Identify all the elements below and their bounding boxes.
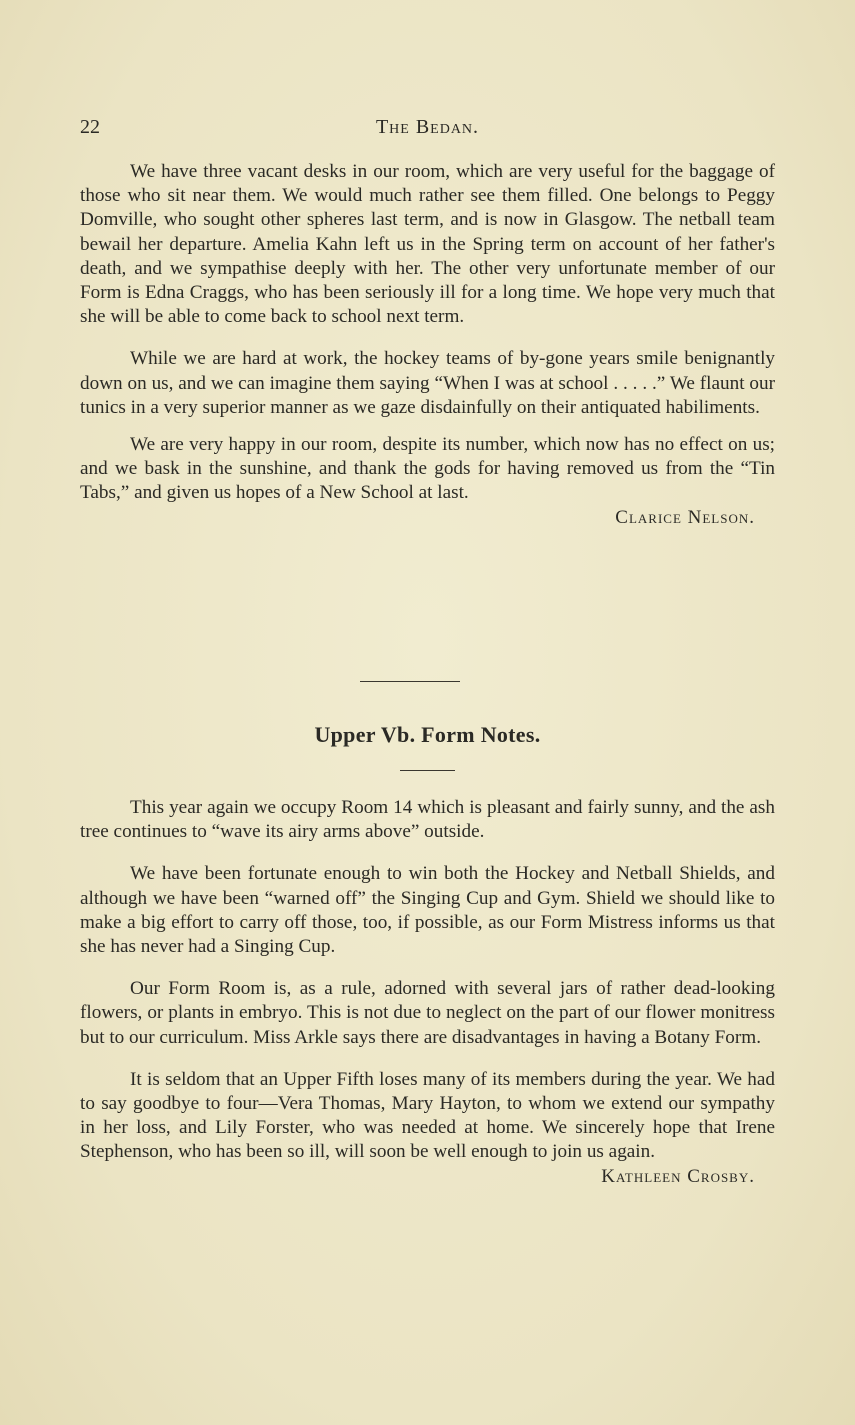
section-1-body [80, 160, 775, 530]
paragraph: We have been fortunate enough to win both the Hockey and Netball Shields, and although we have been “warned off” the Singing Cup and Gym. Shield we should like to make a big effort to carry off those, too, if possible, as our Form Mistress informs us that she has never had a Singing Cup. [80, 863, 775, 958]
section-2-body [80, 796, 775, 1189]
signature: Kathleen Crosby. [601, 1165, 755, 1187]
section-title: Upper Vb. Form Notes. [314, 722, 541, 747]
section-divider [360, 681, 460, 682]
paragraph: Our Form Room is, as a rule, adorned with several jars of rather dead-looking flowers, or plants in embryo. This is not due to neglect on the part of our flower monitress but to our curriculum. Miss Arkle says there are disadvantages in having a Botany Form. [80, 978, 775, 1048]
paragraph: While we are hard at work, the hockey teams of by-gone years smile benignantly down on us, and we can imagine them saying “When I was at school . . . . .” We flaunt our tunics in a very superior manner as we gaze disdainfully on their antiquated habiliments. [80, 348, 775, 418]
paragraph: It is seldom that an Upper Fifth loses many of its members during the year. We had to say goodbye to four—Vera Thomas, Mary Hayton, to whom we extend our sympathy in her loss, and Lily Forster, who was needed at home. We sincerely hope that Irene Stephenson, who has been so ill, will soon be well enough to join us again. [80, 1068, 775, 1163]
paragraph: We have three vacant desks in our room, which are very useful for the baggage of those who sit near them. We would much rather see them filled. One belongs to Peggy Domville, who sought other spheres last term, and is now in Glasgow. The netball team bewail her departure. Amelia Kahn left us in the Spring term on account of her father's death, and we sympathise deeply with her. The other very unfortunate member of our Form is Edna Craggs, who has been seriously ill for a long time. We hope very much that she will be able to come back to school next term. [80, 161, 775, 328]
running-title: The Bedan. [375, 116, 480, 138]
signature: Clarice Nelson. [615, 506, 755, 528]
page-header [80, 116, 775, 146]
title-underline [400, 770, 455, 771]
paragraph: We are very happy in our room, despite its number, which now has no effect on us; and we bask in the sunshine, and thank the gods for having removed us from the “Tin Tabs,” and given us hopes of a New School at last. [80, 434, 775, 504]
paragraph: This year again we occupy Room 14 which is pleasant and fairly sunny, and the ash tree continues to “wave its airy arms above” outside. [80, 797, 775, 843]
page-number: 22 [80, 116, 100, 138]
